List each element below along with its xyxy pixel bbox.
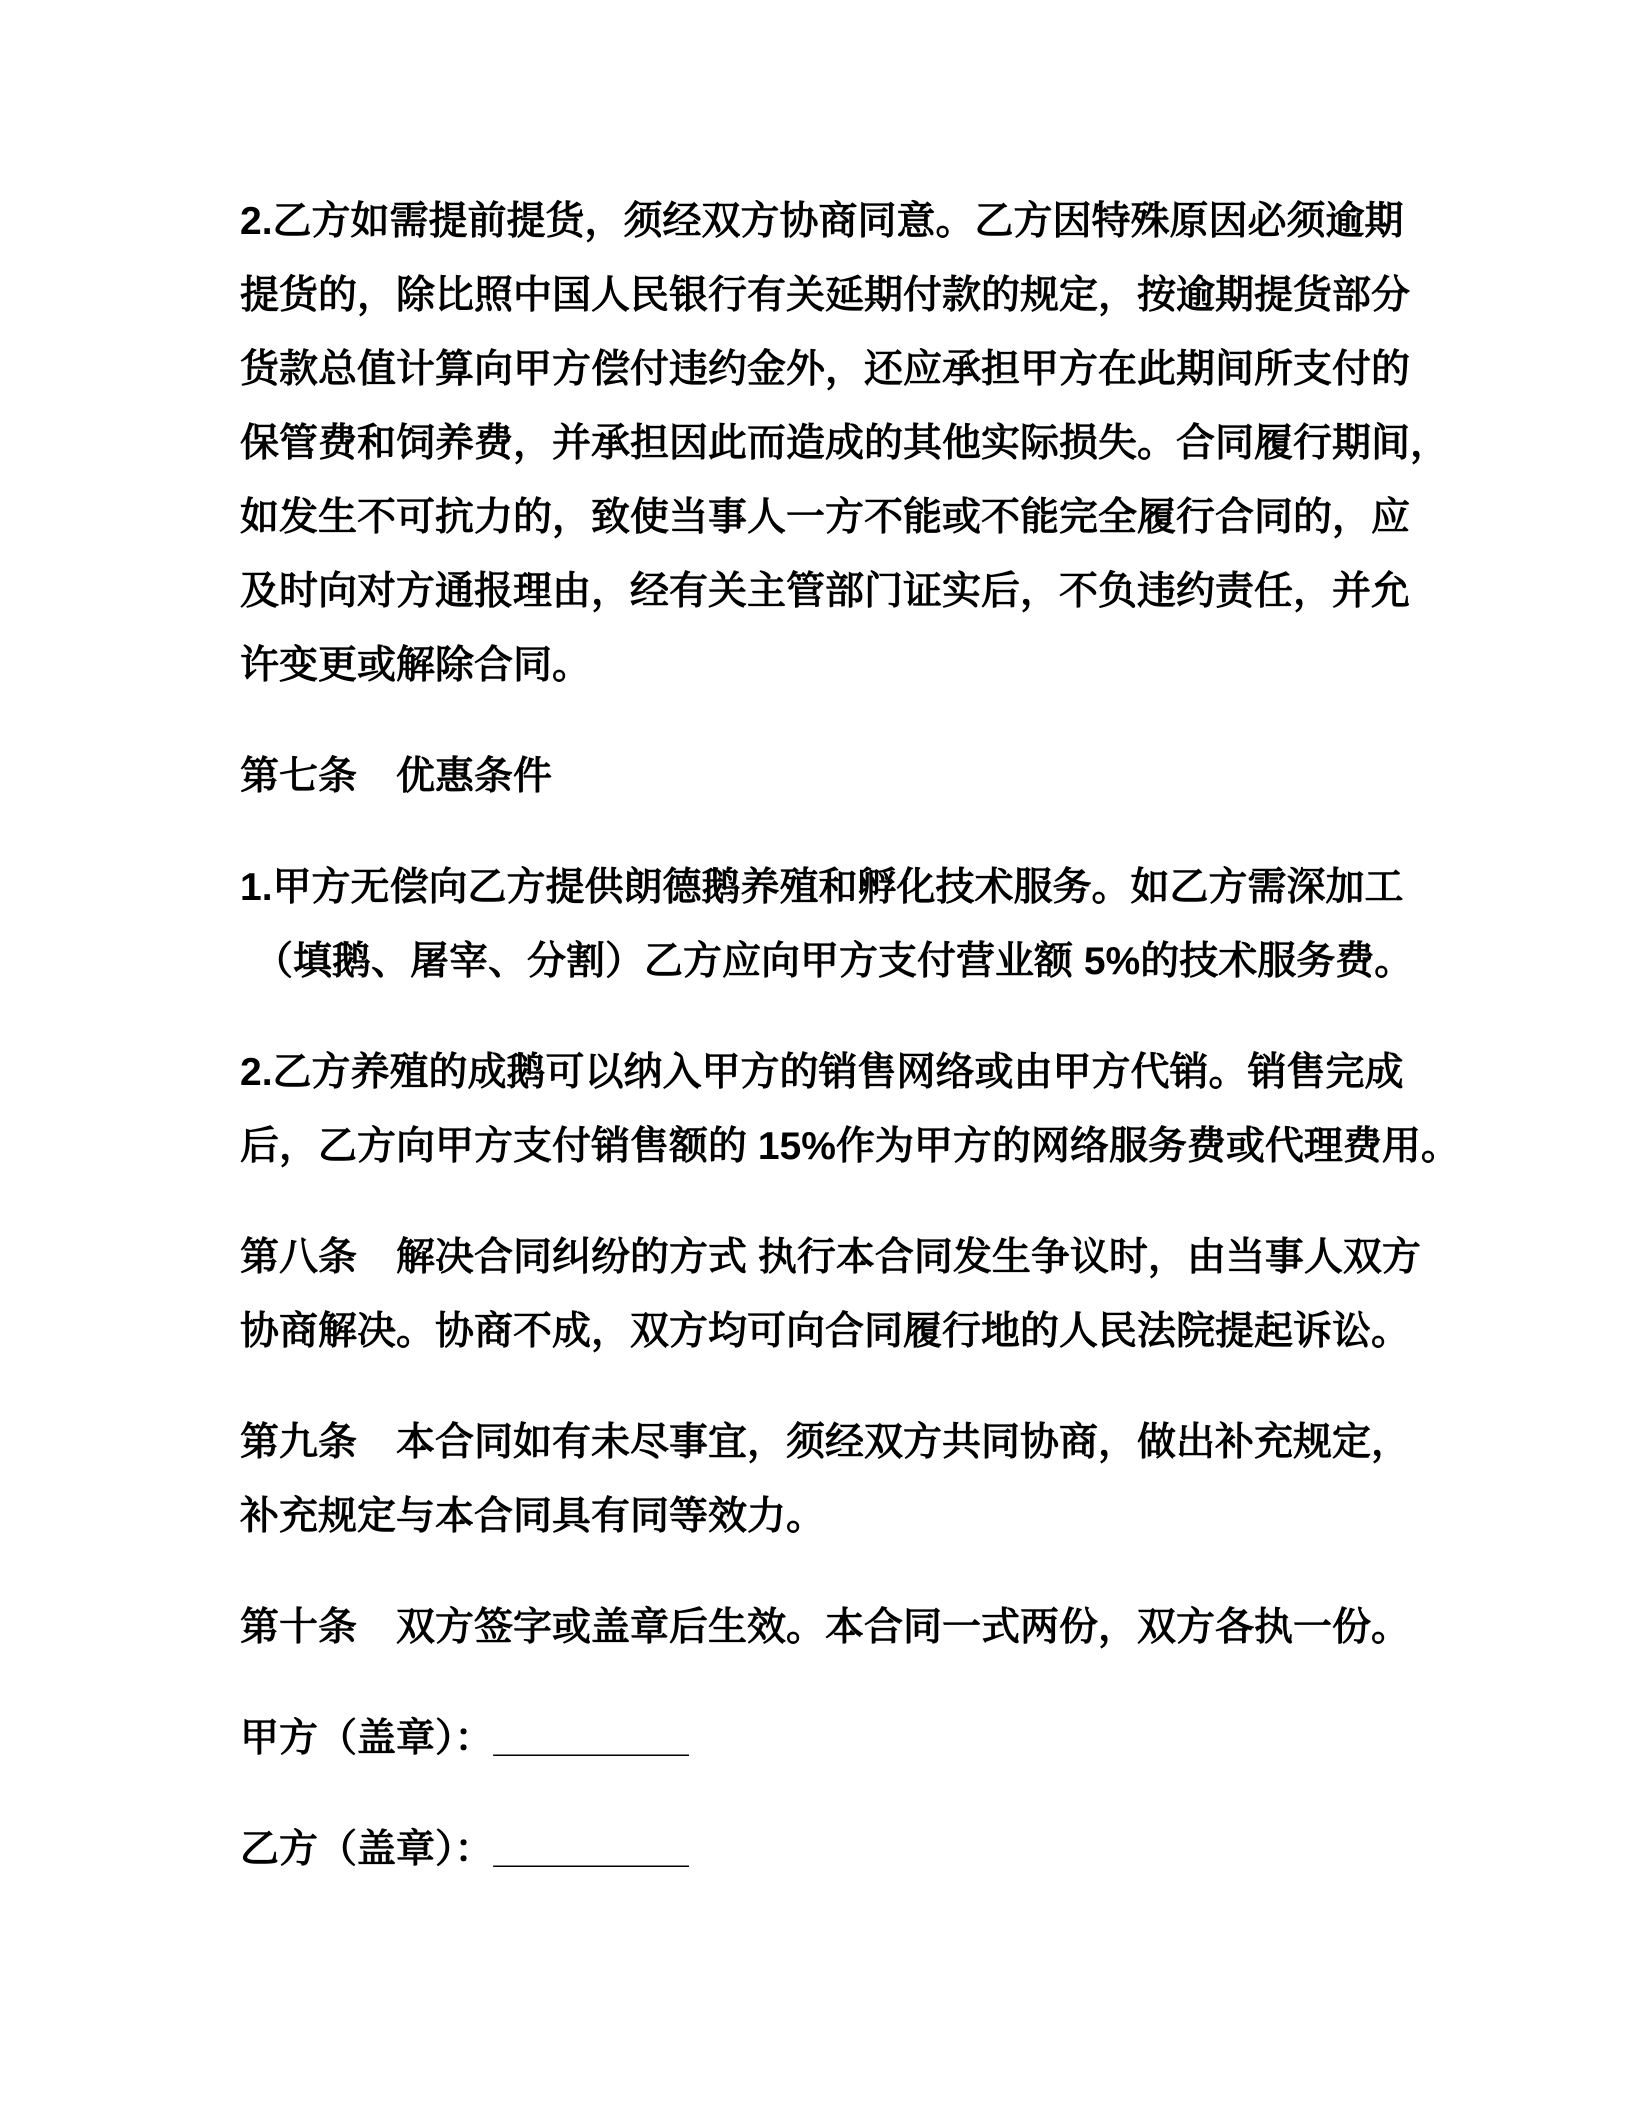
text-line: 货款总值计算向甲方偿付违约金外，还应承担甲方在此期间所支付的 <box>240 348 1411 391</box>
paragraph-clause-7-heading <box>240 740 1462 814</box>
text-line: 第十条 双方签字或盖章后生效。本合同一式两份，双方各执一份。 <box>240 1606 1411 1649</box>
text-line: 补充规定与本合同具有同等效力。 <box>240 1495 826 1538</box>
paragraph-party-a-seal-line <box>240 1702 1462 1776</box>
text-line: 2.乙方养殖的成鹅可以纳入甲方的销售网络或由甲方代销。销售完成 <box>240 1051 1404 1094</box>
paragraph-clause-7-item-2 <box>240 1036 1462 1184</box>
text-line: 第七条 优惠条件 <box>240 755 553 798</box>
text-line: 及时向对方通报理由，经有关主管部门证实后，不负违约责任，并允 <box>240 570 1411 613</box>
text-line: 后，乙方向甲方支付销售额的 15%作为甲方的网络服务费或代理费用。 <box>240 1125 1460 1168</box>
paragraph-clause-6-item-2 <box>240 185 1462 703</box>
paragraph-clause-9 <box>240 1406 1462 1554</box>
text-line: 1.甲方无偿向乙方提供朗德鹅养殖和孵化技术服务。如乙方需深加工 <box>240 866 1404 909</box>
text-line: 提货的，除比照中国人民银行有关延期付款的规定，按逾期提货部分 <box>240 274 1411 317</box>
document-body <box>240 185 1462 1887</box>
text-line: 乙方（盖章）：_________ <box>240 1828 689 1871</box>
paragraph-clause-8 <box>240 1221 1462 1369</box>
paragraph-party-b-seal-line <box>240 1813 1462 1887</box>
text-line: 许变更或解除合同。 <box>240 644 592 687</box>
text-line: （填鹅、屠宰、分割）乙方应向甲方支付营业额 5%的技术服务费。 <box>254 940 1414 983</box>
paragraph-clause-10 <box>240 1591 1462 1665</box>
paragraph-clause-7-item-1 <box>240 851 1462 999</box>
text-line: 保管费和饲养费，并承担因此而造成的其他实际损失。合同履行期间， <box>240 422 1450 465</box>
text-line: 如发生不可抗力的，致使当事人一方不能或不能完全履行合同的，应 <box>240 496 1411 539</box>
text-line: 协商解决。协商不成，双方均可向合同履行地的人民法院提起诉讼。 <box>240 1310 1411 1353</box>
text-line: 甲方（盖章）：_________ <box>240 1717 689 1760</box>
text-line: 第九条 本合同如有未尽事宜，须经双方共同协商，做出补充规定， <box>240 1421 1411 1464</box>
text-line: 第八条 解决合同纠纷的方式 执行本合同发生争议时，由当事人双方 <box>240 1236 1421 1279</box>
text-line: 2.乙方如需提前提货，须经双方协商同意。乙方因特殊原因必须逾期 <box>240 200 1404 243</box>
